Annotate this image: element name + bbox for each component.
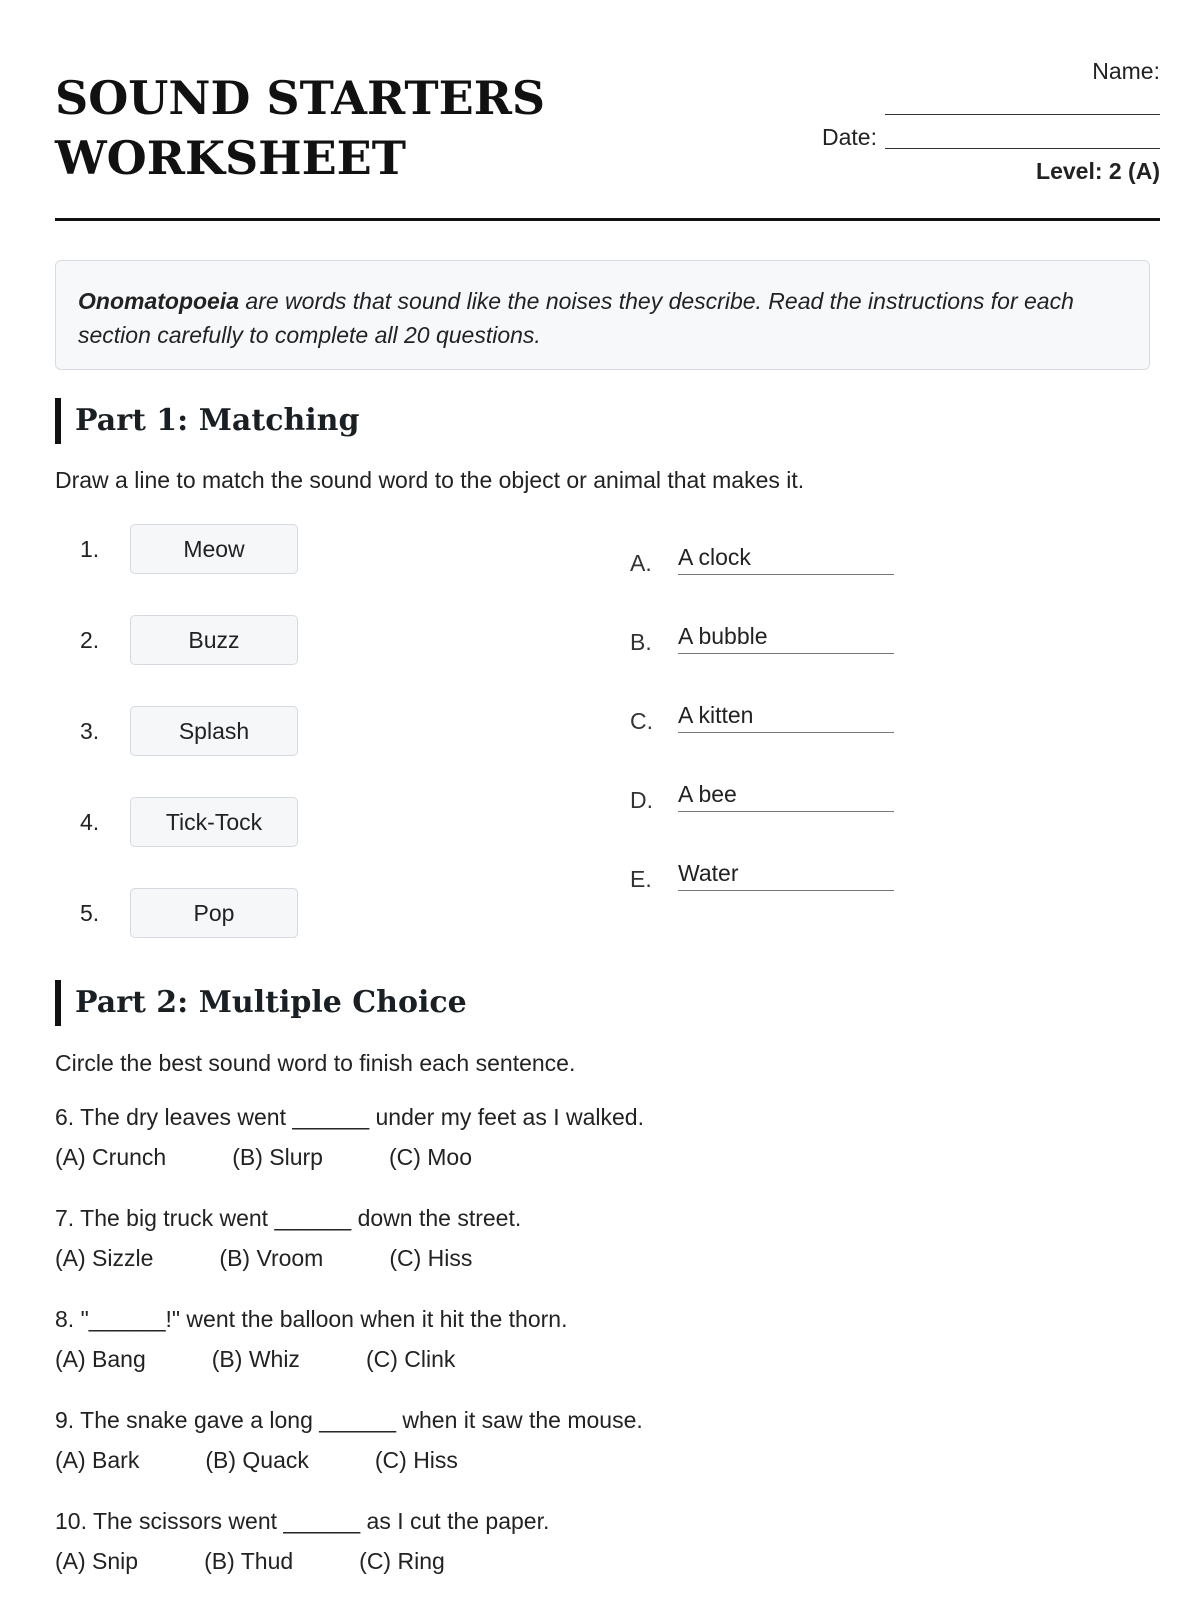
question-stem: 10. The scissors went ______ as I cut the paper. <box>55 1508 550 1534</box>
sound-number: 3. <box>80 718 100 744</box>
sound-number: 1. <box>80 536 100 562</box>
answer-item <box>630 698 900 742</box>
page-title <box>55 68 575 188</box>
sound-number: 5. <box>80 900 100 926</box>
option-b[interactable]: (B) Vroom <box>219 1245 324 1271</box>
date-label: Date: <box>822 124 877 150</box>
sound-word-box[interactable]: Pop <box>130 888 298 938</box>
answer-letter: D. <box>630 787 653 813</box>
answer-item <box>630 619 900 663</box>
intro-term: Onomatopoeia <box>78 288 240 314</box>
sound-number: 2. <box>80 627 100 653</box>
answer-item <box>630 540 900 584</box>
sound-number: 4. <box>80 809 100 835</box>
option-a[interactable]: (A) Crunch <box>55 1144 167 1170</box>
answer-text[interactable]: A kitten <box>678 698 894 733</box>
question-stem: 8. "______!" went the balloon when it hit the thorn. <box>55 1306 568 1332</box>
name-label: Name: <box>1092 58 1160 84</box>
part1-title: Part 1: Matching <box>55 398 359 444</box>
option-a[interactable]: (A) Snip <box>55 1548 139 1574</box>
option-c[interactable]: (C) Clink <box>365 1346 456 1372</box>
answer-item <box>630 777 900 821</box>
level-badge: Level: 2 (A) <box>1036 158 1160 184</box>
option-b[interactable]: (B) Thud <box>204 1548 294 1574</box>
answer-text[interactable]: A clock <box>678 540 894 575</box>
option-b[interactable]: (B) Quack <box>205 1447 309 1473</box>
question-item <box>55 1203 538 1273</box>
sound-word-box[interactable]: Meow <box>130 524 298 574</box>
part2-title: Part 2: Multiple Choice <box>55 980 467 1026</box>
part2-instructions: Circle the best sound word to finish each sentence. <box>55 1050 576 1076</box>
answer-options <box>55 1445 643 1475</box>
option-b[interactable]: (B) Slurp <box>232 1144 323 1170</box>
answer-text[interactable]: A bee <box>678 777 894 812</box>
question-item <box>55 1304 567 1374</box>
answer-letter: E. <box>630 866 652 892</box>
question-stem: 6. The dry leaves went ______ under my feet as I walked. <box>55 1104 644 1130</box>
question-item <box>55 1405 643 1475</box>
option-a[interactable]: (A) Sizzle <box>55 1245 154 1271</box>
option-c[interactable]: (C) Ring <box>359 1548 445 1574</box>
option-c[interactable]: (C) Moo <box>388 1144 473 1170</box>
date-field[interactable] <box>885 148 1160 149</box>
question-item <box>55 1102 644 1172</box>
answer-options <box>55 1546 549 1576</box>
name-field[interactable] <box>885 114 1160 115</box>
part1-instructions: Draw a line to match the sound word to the object or animal that makes it. <box>55 467 805 493</box>
sound-word-box[interactable]: Tick-Tock <box>130 797 298 847</box>
answer-text[interactable]: A bubble <box>678 619 894 654</box>
option-c[interactable]: (C) Hiss <box>374 1447 458 1473</box>
answer-options <box>55 1344 567 1374</box>
intro-text: are words that sound like the noises they describe. Read the instructions for each section carefully to complete all 20 questions. <box>78 288 1074 348</box>
option-b[interactable]: (B) Whiz <box>211 1346 300 1372</box>
title-line-2: WORKSHEET <box>55 131 406 185</box>
answer-text[interactable]: Water <box>678 856 894 891</box>
option-a[interactable]: (A) Bark <box>55 1447 140 1473</box>
answer-options <box>55 1243 538 1273</box>
answer-letter: A. <box>630 550 652 576</box>
answer-letter: B. <box>630 629 652 655</box>
question-stem: 7. The big truck went ______ down the street. <box>55 1205 522 1231</box>
option-c[interactable]: (C) Hiss <box>389 1245 473 1271</box>
worksheet-header <box>55 40 1160 221</box>
answer-options <box>55 1142 644 1172</box>
question-item <box>55 1506 549 1576</box>
option-a[interactable]: (A) Bang <box>55 1346 146 1372</box>
sound-word-box[interactable]: Buzz <box>130 615 298 665</box>
intro-box <box>55 260 1150 370</box>
answer-item <box>630 856 900 900</box>
question-stem: 9. The snake gave a long ______ when it saw the mouse. <box>55 1407 643 1433</box>
answer-letter: C. <box>630 708 653 734</box>
sound-word-box[interactable]: Splash <box>130 706 298 756</box>
title-line-1: SOUND STARTERS <box>55 71 546 125</box>
